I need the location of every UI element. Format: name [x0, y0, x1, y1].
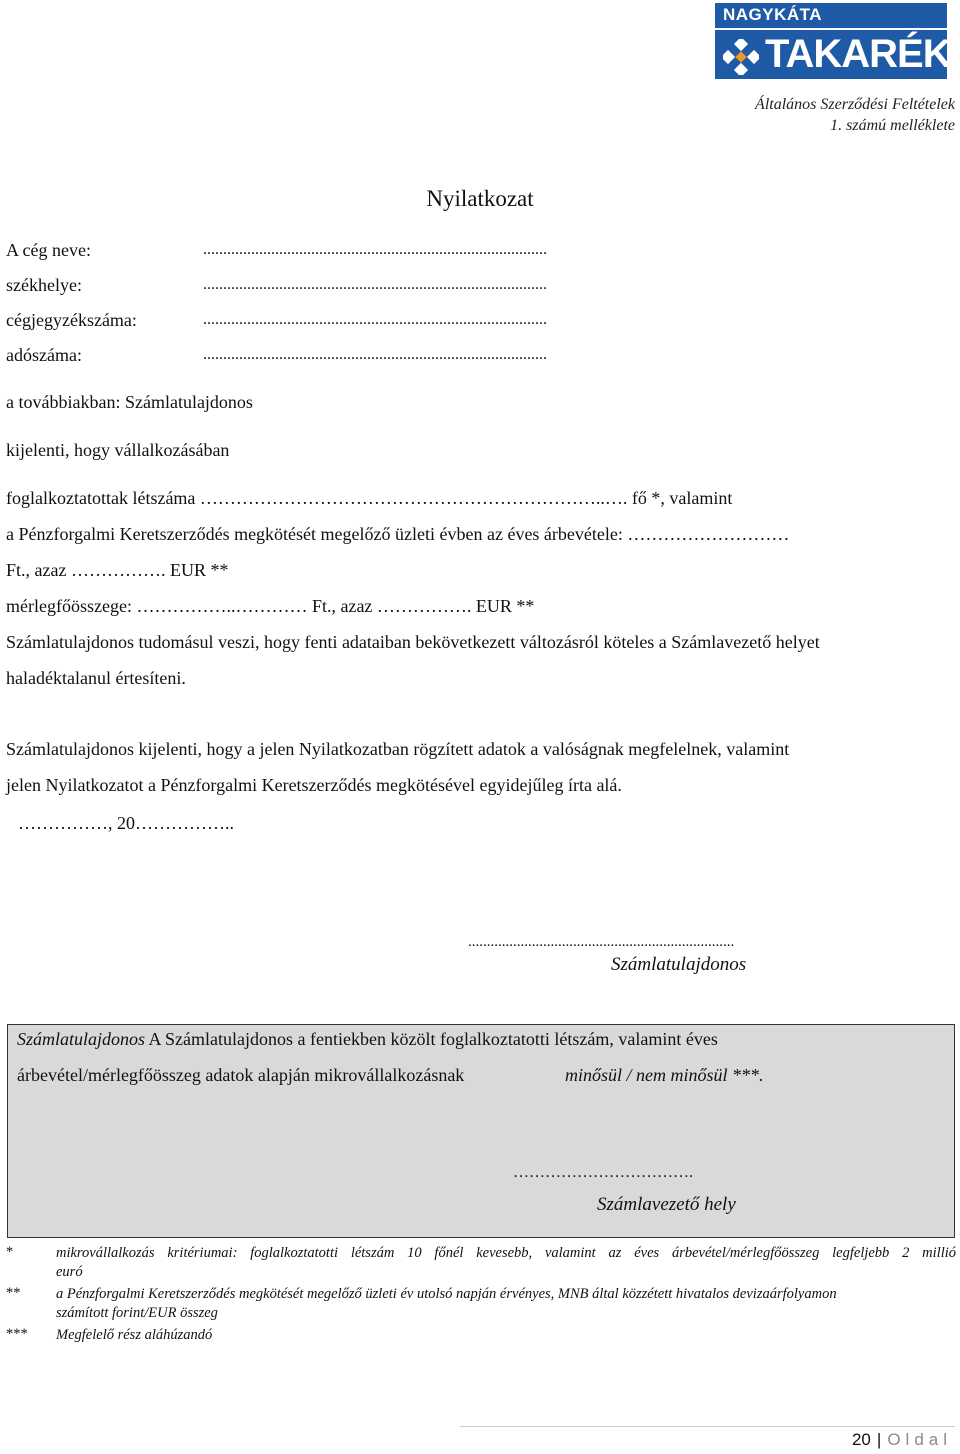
- footnote-2-line-1: a Pénzforgalmi Keretszerződés megkötését megelőző üzleti év utolsó napján érvényes, MNB által közzétett hivatalos devizaárfolyamon: [56, 1286, 837, 1302]
- field-blank-company-name: ......................................................................................: [203, 241, 547, 258]
- page-number: [852, 1430, 952, 1450]
- text-hereinafter: a továbbiakban: Számlatulajdonos: [6, 392, 253, 412]
- field-blank-registration-number: ......................................................................................: [203, 311, 547, 328]
- signature-label-account-holder: Számlatulajdonos: [611, 954, 747, 975]
- date-line: ……………, 20……………..: [18, 813, 234, 833]
- page-number-divider: |: [876, 1430, 882, 1449]
- field-label-company-name: A cég neve:: [6, 240, 91, 260]
- footnote-2-line-2: számított forint/EUR összeg: [56, 1305, 218, 1321]
- field-label-seat: székhelye:: [6, 275, 82, 295]
- footnote-mark-3: ***: [6, 1326, 28, 1342]
- field-label-registration-number: cégjegyzékszáma:: [6, 310, 137, 330]
- text-headcount: foglalkoztatottak létszáma …………………………………………………………..…. fő *, valamint: [6, 488, 733, 508]
- footnote-mark-1: *: [6, 1244, 14, 1260]
- text-notice-obligation-2: haladéktalanul értesíteni.: [6, 668, 186, 688]
- box-line-1: [17, 1027, 718, 1051]
- footnote-text-1: [56, 1244, 956, 1282]
- text-accuracy-statement-1: Számlatulajdonos kijelenti, hogy a jelen Nyilatkozatban rögzített adatok a valóságnak megfelelnek, valamint: [6, 739, 790, 759]
- box-qualification-choice: minősül / nem minősül ***.: [565, 1065, 764, 1085]
- box-line-2: árbevétel/mérlegfőösszeg adatok alapján mikrovállalkozásnak: [17, 1065, 465, 1085]
- header-general-terms: Általános Szerződési Feltételek: [755, 96, 955, 113]
- text-balance-sheet-total: mérlegfőösszege: ……………..………… Ft., azaz ……………. EUR **: [6, 596, 535, 616]
- box-signature-dots: …………………………….: [513, 1164, 693, 1181]
- text-annual-revenue: a Pénzforgalmi Keretszerződés megkötését megelőző üzleti évben az éves árbevétele: ………………………: [6, 524, 790, 544]
- logo-main-text: TAKARÉK: [765, 32, 951, 76]
- document-title: Nyilatkozat: [426, 186, 534, 211]
- text-declares: kijelenti, hogy vállalkozásában: [6, 440, 230, 460]
- box-signature-label: Számlavezető hely: [597, 1194, 736, 1215]
- footnote-mark-2: **: [6, 1285, 21, 1301]
- footnote-text-2: [56, 1285, 956, 1323]
- footnote-1-line-1: mikrovállalkozás kritériumai: foglalkoztatotti létszám 10 főnél kevesebb, valamint az éves árbevétel/mérlegfőösszeg legfeljebb 2 millió: [56, 1245, 956, 1261]
- field-label-tax-number: adószáma:: [6, 345, 82, 365]
- box-lead-account-holder: Számlatulajdonos: [17, 1029, 146, 1049]
- page-number-value: 20: [851, 1430, 871, 1449]
- nagykata-takarek-logo: [715, 3, 951, 79]
- footnote-1-line-2: euró: [56, 1264, 83, 1280]
- logo-top-text: NAGYKÁTA: [723, 5, 823, 24]
- field-blank-tax-number: ......................................................................................: [203, 346, 547, 363]
- logo-mark-icon: [723, 39, 759, 75]
- footer-divider: [460, 1426, 955, 1427]
- footnote-text-3: Megfelelő rész aláhúzandó: [56, 1327, 213, 1343]
- account-manager-box: [7, 1024, 955, 1238]
- box-line-1-text: A Számlatulajdonos a fentiekben közölt foglalkoztatotti létszám, valamint éves: [145, 1029, 718, 1049]
- text-accuracy-statement-2: jelen Nyilatkozatot a Pénzforgalmi Keretszerződés megkötésével egyidejűleg írta alá.: [6, 775, 622, 795]
- field-blank-seat: ......................................................................................: [203, 276, 547, 293]
- text-notice-obligation-1: Számlatulajdonos tudomásul veszi, hogy fenti adataiban bekövetkezett változásról köteles a Számlavezető helyet: [6, 632, 820, 652]
- signature-dots: .......................................................................: [468, 934, 735, 950]
- header-annex-number: 1. számú melléklete: [830, 117, 955, 134]
- text-revenue-eur: Ft., azaz ……………. EUR **: [6, 560, 229, 580]
- page-label: Oldal: [887, 1430, 952, 1449]
